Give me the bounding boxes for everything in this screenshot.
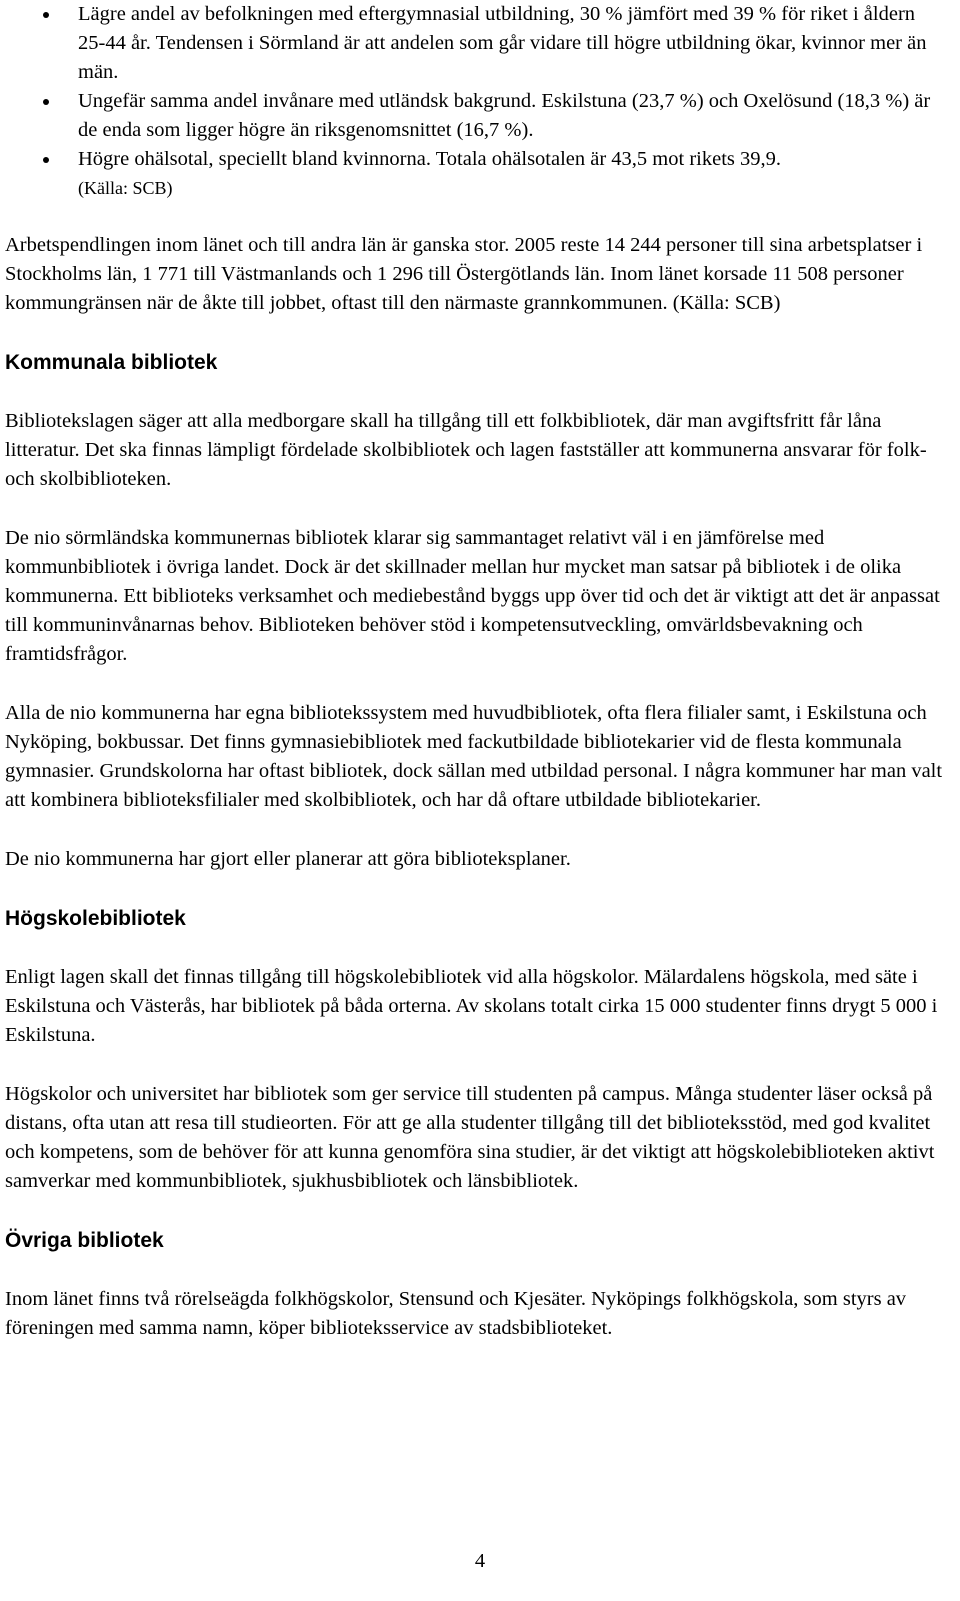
- bullet-dot-icon: [43, 12, 49, 18]
- bullet-item-sickness-rate: [5, 145, 945, 174]
- bullets-source-note: (Källa: SCB): [78, 178, 173, 198]
- section-heading: Högskolebibliotek: [5, 907, 186, 930]
- paragraph: Enligt lagen skall det finnas tillgång till högskolebibliotek vid alla högskolor. Mälardalens högskola, med säte i Eskilstuna och Västerås, har bibliotek på båda orterna. Av skolans totalt cirka 15 000 studenter finns drygt 5 000 i Eskilstuna.: [5, 966, 938, 1046]
- page-number: 4: [474, 1550, 486, 1572]
- statistics-bullet-list: [5, 0, 945, 174]
- paragraph: De nio sörmländska kommunernas bibliotek klarar sig sammantaget relativt väl i en jämförelse med kommunbibliotek i övriga landet. Dock är det skillnader mellan hur mycket man satsar på bibliotek i de olika kommunerna. Ett biblioteks verksamhet och mediebestånd byggs upp över tid och det är viktigt att det är anpassat till kommuninvånarnas behov. Biblioteken behöver stöd i kompetensutveckling, omvärldsbevakning och framtidsfrågor.: [5, 527, 940, 665]
- paragraph: Bibliotekslagen säger att alla medborgare skall ha tillgång till ett folkbibliotek, där man avgiftsfritt får låna litteratur. Det ska finnas lämpligt fördelade skolbibliotek och lagen fastställer att kommunerna ansvarar för folk- och skolbiblioteken.: [5, 410, 927, 490]
- commuting-paragraph: Arbetspendlingen inom länet och till andra län är ganska stor. 2005 reste 14 244 personer till sina arbetsplatser i Stockholms län, 1 771 till Västmanlands och 1 296 till Östergötlands län. Inom länet korsade 11 508 personer kommungränsen när de åkte till jobbet, oftast till den närmaste grannkommunen. (Källa: SCB): [5, 234, 923, 314]
- document-page: [5, 0, 945, 1343]
- bullet-text: Högre ohälsotal, speciellt bland kvinnorna. Totala ohälsotalen är 43,5 mot rikets 39,9.: [78, 148, 781, 170]
- bullet-dot-icon: [43, 99, 49, 105]
- section-university-libraries: [5, 904, 945, 1196]
- section-heading: Kommunala bibliotek: [5, 351, 218, 374]
- section-other-libraries: [5, 1226, 945, 1343]
- paragraph: Högskolor och universitet har bibliotek som ger service till studenten på campus. Många studenter läser också på distans, ofta utan att resa till studieorten. För att ge alla studenter tillgång till det biblioteksstöd, med god kvalitet och kompetens, som de behöver för att kunna genomföra sina studier, är det viktigt att högskolebiblioteken aktivt samverkar med kommunbibliotek, sjukhusbibliotek och länsbibliotek.: [5, 1083, 935, 1192]
- bullet-dot-icon: [43, 157, 49, 163]
- section-heading: Övriga bibliotek: [5, 1229, 164, 1252]
- bullet-text: Lägre andel av befolkningen med eftergymnasial utbildning, 30 % jämfört med 39 % för riket i åldern 25-44 år. Tendensen i Sörmland är att andelen som går vidare till högre utbildning ökar, kvinnor mer än män.: [78, 3, 927, 83]
- bullet-text: Ungefär samma andel invånare med utländsk bakgrund. Eskilstuna (23,7 %) och Oxelösund (18,3 %) är de enda som ligger högre än riksgenomsnittet (16,7 %).: [78, 90, 931, 141]
- bullet-item-foreign-background: [5, 87, 945, 145]
- bullet-item-education: [5, 0, 945, 87]
- paragraph: Alla de nio kommunerna har egna bibliotekssystem med huvudbibliotek, ofta flera filialer samt, i Eskilstuna och Nyköping, bokbussar. Det finns gymnasiebibliotek med fackutbildade bibliotekarier vid de flesta kommunala gymnasier. Grundskolorna har oftast bibliotek, dock sällan med utbildad personal. I några kommuner har man valt att kombinera biblioteksfilialer med skolbibliotek, och har då oftare utbildade bibliotekarier.: [5, 702, 943, 811]
- paragraph: De nio kommunerna har gjort eller planerar att göra biblioteksplaner.: [5, 848, 571, 870]
- section-municipal-libraries: [5, 348, 945, 874]
- paragraph: Inom länet finns två rörelseägda folkhögskolor, Stensund och Kjesäter. Nyköpings folkhögskola, som styrs av föreningen med samma namn, köper biblioteksservice av stadsbiblioteket.: [5, 1288, 907, 1339]
